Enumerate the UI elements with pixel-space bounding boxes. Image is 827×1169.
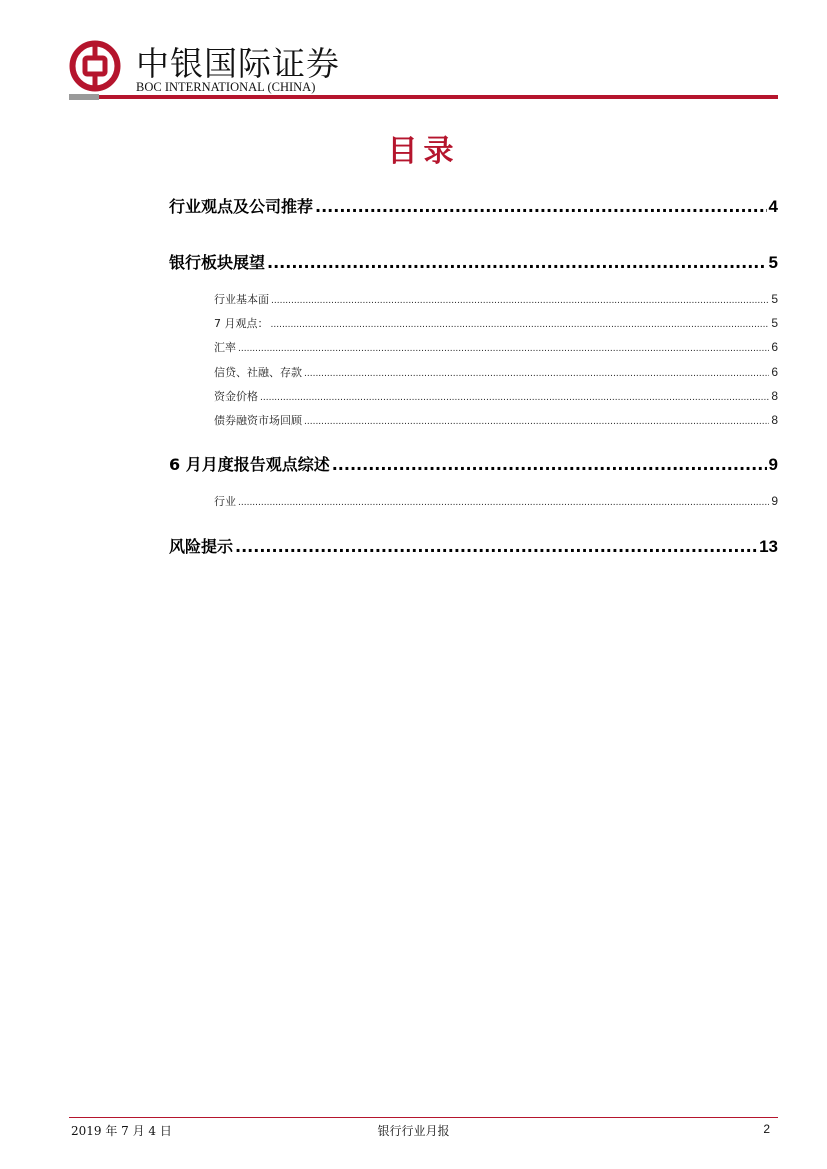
toc-leader-dots bbox=[238, 344, 769, 354]
header-rule-red bbox=[99, 95, 778, 99]
toc-entry-page: 9 bbox=[771, 494, 778, 508]
toc-entry-page: 6 bbox=[771, 340, 778, 354]
toc-subentry[interactable] bbox=[214, 493, 778, 509]
toc-entry-page: 5 bbox=[771, 292, 778, 306]
footer-rule bbox=[69, 1117, 778, 1118]
toc-leader-dots bbox=[271, 296, 769, 306]
toc-entry-page: 8 bbox=[771, 413, 778, 427]
toc-entry[interactable] bbox=[169, 534, 778, 557]
footer-page-number: 2 bbox=[763, 1122, 770, 1136]
toc-entry-label: 资金价格 bbox=[214, 390, 258, 403]
toc-leader-dots bbox=[271, 320, 770, 330]
toc-leader-dots bbox=[304, 369, 769, 379]
toc-leader-dots bbox=[238, 498, 769, 508]
toc-entry-page: 4 bbox=[768, 197, 778, 216]
toc-entry-label: 7 月观点： bbox=[214, 317, 269, 330]
toc-leader-dots bbox=[315, 197, 767, 216]
toc-leader-dots bbox=[260, 393, 769, 403]
toc-subentry[interactable] bbox=[214, 388, 778, 404]
toc-leader-dots bbox=[304, 417, 769, 427]
toc-leader-dots bbox=[267, 253, 767, 272]
footer-report-name: 银行行业月报 bbox=[377, 1124, 450, 1138]
toc-entry-page: 5 bbox=[768, 253, 778, 272]
toc-leader-dots bbox=[235, 537, 757, 556]
toc-entry-label: 信贷、社融、存款 bbox=[214, 366, 302, 379]
toc-entry[interactable] bbox=[169, 250, 778, 273]
toc-entry-label: 行业基本面 bbox=[214, 293, 269, 306]
toc-entry-page: 13 bbox=[759, 537, 778, 556]
toc-entry-label: 汇率 bbox=[214, 341, 236, 354]
header-rule-gray bbox=[69, 94, 99, 100]
footer-date: 2019 年 7 月 4 日 bbox=[71, 1124, 172, 1138]
toc-subentry[interactable] bbox=[214, 364, 778, 380]
toc-entry-label: 行业观点及公司推荐 bbox=[169, 197, 314, 216]
toc-entry[interactable] bbox=[169, 452, 778, 475]
page-header bbox=[69, 38, 778, 102]
toc-subentry[interactable] bbox=[214, 412, 778, 428]
brand-name-english: BOC INTERNATIONAL (CHINA) bbox=[136, 80, 316, 94]
toc-entry-page: 6 bbox=[771, 365, 778, 379]
toc-subentry[interactable] bbox=[214, 291, 778, 307]
toc-subentry[interactable] bbox=[214, 315, 778, 331]
toc-entry-label: 行业 bbox=[214, 495, 236, 508]
toc-entry-label: 6 月月度报告观点综述 bbox=[169, 455, 330, 474]
toc-entry-label: 风险提示 bbox=[169, 537, 234, 556]
bank-of-china-logo-icon bbox=[69, 40, 121, 92]
brand-name-chinese: 中银国际证券 bbox=[136, 44, 340, 83]
toc-leader-dots bbox=[332, 455, 767, 474]
toc-subentry[interactable] bbox=[214, 339, 778, 355]
toc-entry-page: 9 bbox=[768, 455, 778, 474]
toc-entry-page: 5 bbox=[771, 316, 778, 330]
toc-entry-page: 8 bbox=[771, 389, 778, 403]
toc-entry-label: 债券融资市场回顾 bbox=[214, 414, 302, 427]
toc-title: 目录 bbox=[387, 134, 460, 169]
toc-entry-label: 银行板块展望 bbox=[169, 253, 266, 272]
toc-entry[interactable] bbox=[169, 194, 778, 217]
